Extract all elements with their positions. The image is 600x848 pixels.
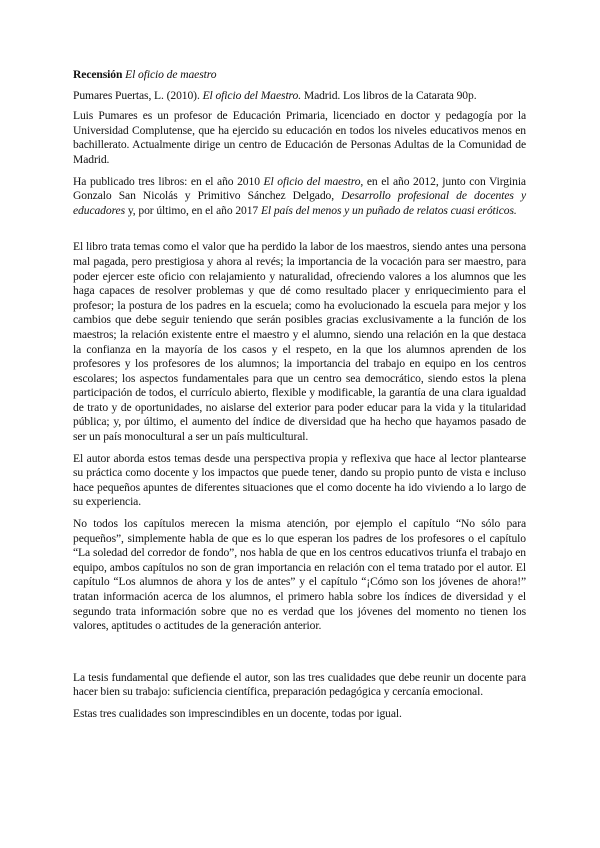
publications-intro: Ha publicado tres libros: en el año 2010	[73, 174, 260, 188]
body-paragraph-conclusion: Estas tres cualidades son imprescindibles en un docente, todas por igual.	[73, 706, 402, 720]
document-body	[73, 68, 526, 722]
citation-publisher: Madrid. Los libros de la Catarata 90p.	[303, 88, 477, 102]
body-paragraph-topics: El libro trata temas como el valor que ha perdido la labor de los maestros, siendo antes una persona mal pagada, pero prestigiosa y ahora al revés; la importancia de la vocación para ser maestro, para poder ejercer este oficio con relajamiento y naturalidad, ofreciendo valores a los alumnos que les haga capaces de resolver problemas y que dé como resultado placer y enriquecimiento para el profesor; la postura de los padres en la escuela; como ha evolucionado la escuela para mejor y los cambios que debe seguir teniendo que serán posibles gracias exclusivamente a la función de los maestros; la relación existente entre el maestro y el alumno, siendo una relación en la que destaca la confianza en la mayoría de los casos y el respeto, en la que los alumnos aprenden de los profesores y los profesores de los alumnos; la importancia del trabajo en equipo en los centros escolares; los aspectos fundamentales para que un centro sea democrático, siendo estos la plena participación de todos, el currículo abierto, flexible y modificable, la garantía de una clara igualdad de trato y de oportunidades, no aislarse del exterior para poder educar para la vida y la titularidad pública; y, por último, el aumento del índice de diversidad que ha hecho que hayamos pasado de ser un país monocultural a ser un país multicultural.	[73, 240, 526, 444]
review-heading	[73, 68, 526, 83]
author-bio: Luis Pumares es un profesor de Educación Primaria, licenciado en doctor y pedagogía por la Universidad Complutense, que ha ejercido su educación en todos los niveles educativos menos en bachillerato. Actualmente dirige un centro de Educación de Personas Adultas de la Comunidad de Madrid.	[73, 109, 526, 166]
review-title: El oficio de maestro	[125, 68, 217, 81]
publications-mid-2: y, por último, en el año 2017	[127, 203, 259, 217]
body-paragraph-chapters: No todos los capítulos merecen la misma atención, por ejemplo el capítulo “No sólo para pequeños”, simplemente habla de que es lo que esperan los padres de los profesores o el capítulo “La soledad del corredor de fondo”, nos habla de que en los centros educativos triunfa el trabajo en equipo, ambos capítulos no son de gran importancia en relación con el tema tratado por el autor. El capítulo “Los alumnos de ahora y los de antes” y el capítulo “¡Cómo son los jóvenes de ahora!” tratan información acerca de los alumnos, el primero habla sobre los índices de diversidad y el segundo trata información sobre que no es verdad que los jóvenes del momento no tienen los valores, aptitudes o actitudes de la generación anterior.	[73, 517, 526, 633]
citation	[73, 89, 526, 104]
book-title-1: El oficio del maestro	[263, 174, 361, 188]
review-label: Recensión	[73, 68, 123, 81]
body-paragraph-perspective: El autor aborda estos temas desde una perspectiva propia y reflexiva que hace al lector plantearse su práctica como docente y los impactos que puede tener, dando su propio punto de vista e incluso hace pequeños apuntes de diferentes situaciones que el como docente ha ido viviendo a lo largo de su experiencia.	[73, 451, 526, 509]
book-title-2: Desarrollo profesional de docentes y educadores	[73, 189, 526, 217]
book-title-3: El país del menos y un puñado de relatos cuasi eróticos.	[260, 203, 517, 217]
publications-mid-1: , en el año 2012, junto con Virginia Gonzalo San Nicolás y Primitivo Sánchez Delgado,	[73, 174, 526, 203]
body-paragraph-thesis: La tesis fundamental que defiende el autor, son las tres cualidades que debe reunir un docente para hacer bien su trabajo: suficiencia científica, preparación pedagógica y cercanía emocional.	[73, 670, 526, 699]
citation-authors: Pumares Puertas, L. (2010).	[73, 88, 200, 102]
citation-title: El oficio del Maestro.	[202, 88, 302, 102]
publications-paragraph	[73, 175, 526, 219]
